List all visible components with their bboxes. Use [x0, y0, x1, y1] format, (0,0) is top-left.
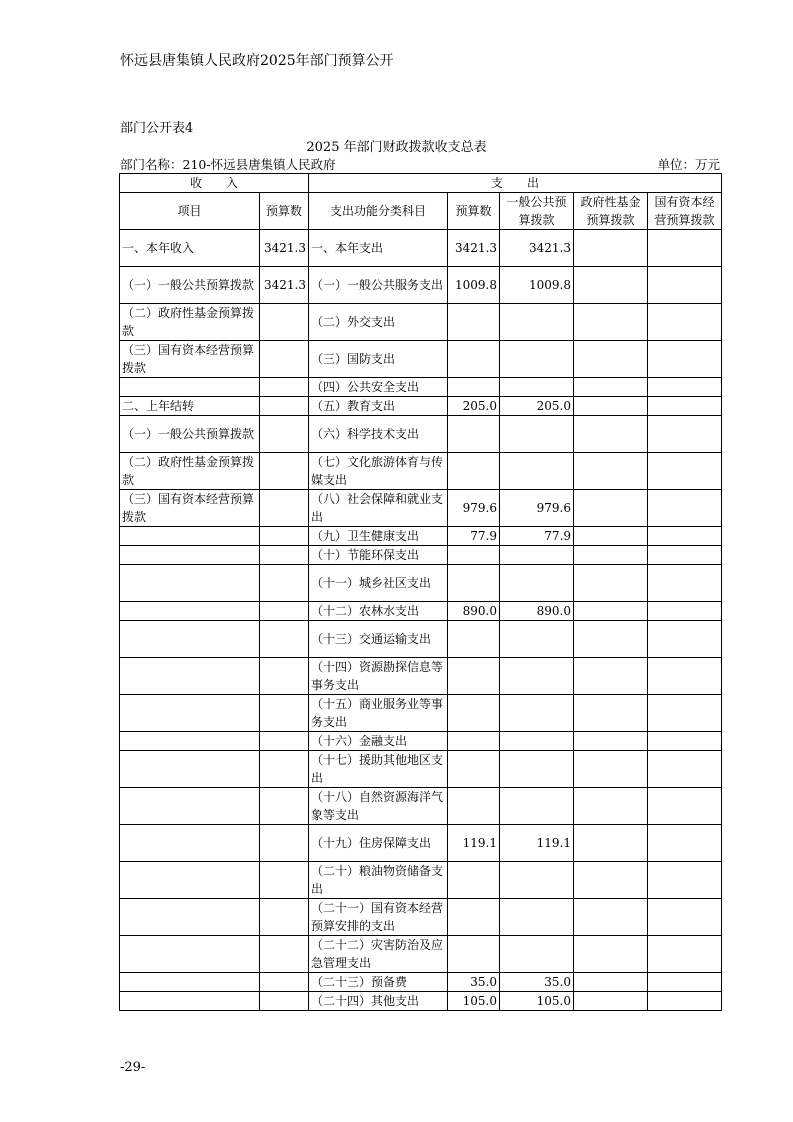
income-item: （二）政府性基金预算拨款 — [120, 453, 260, 490]
fund-budget-value — [574, 862, 648, 899]
fund-budget-value — [574, 546, 648, 565]
state-capital-value — [648, 304, 722, 341]
expense-value — [448, 732, 500, 751]
income-value — [260, 862, 309, 899]
income-item — [120, 602, 260, 621]
general-budget-value: 3421.3 — [500, 230, 574, 267]
general-budget-value: 35.0 — [500, 973, 574, 992]
state-capital-value — [648, 565, 722, 602]
income-value — [260, 658, 309, 695]
table-number: 部门公开表4 — [120, 121, 194, 136]
expense-item: （十七）援助其他地区支出 — [309, 751, 448, 788]
general-budget-value — [500, 751, 574, 788]
expense-value — [448, 453, 500, 490]
table-row — [120, 230, 722, 267]
table-row — [120, 527, 722, 546]
expense-item: （五）教育支出 — [309, 397, 448, 416]
fund-budget-value — [574, 899, 648, 936]
fund-budget-value — [574, 378, 648, 397]
table-row — [120, 973, 722, 992]
state-capital-value — [648, 732, 722, 751]
state-capital-value — [648, 341, 722, 378]
table-row — [120, 936, 722, 973]
expense-value — [448, 695, 500, 732]
fund-budget-value — [574, 602, 648, 621]
income-item: 二、上年结转 — [120, 397, 260, 416]
expense-item: （八）社会保障和就业支出 — [309, 490, 448, 527]
state-capital-value — [648, 973, 722, 992]
expense-value — [448, 341, 500, 378]
general-budget-value: 979.6 — [500, 490, 574, 527]
income-item: （一）一般公共预算拨款 — [120, 416, 260, 453]
expense-item: （十五）商业服务业等事务支出 — [309, 695, 448, 732]
table-row — [120, 341, 722, 378]
fund-budget-value — [574, 527, 648, 546]
income-value — [260, 899, 309, 936]
general-budget-value — [500, 546, 574, 565]
expense-value: 77.9 — [448, 527, 500, 546]
state-capital-value — [648, 788, 722, 825]
expense-value — [448, 751, 500, 788]
income-item — [120, 378, 260, 397]
income-value — [260, 546, 309, 565]
col-income-budget: 预算数 — [260, 193, 309, 230]
expense-value: 105.0 — [448, 992, 500, 1011]
general-budget-value — [500, 899, 574, 936]
page-header: 怀远县唐集镇人民政府2025年部门预算公开 — [120, 53, 394, 69]
income-item — [120, 973, 260, 992]
income-item: （三）国有资本经营预算拨款 — [120, 490, 260, 527]
table-row — [120, 899, 722, 936]
state-capital-value — [648, 695, 722, 732]
fund-budget-value — [574, 992, 648, 1011]
state-capital-value — [648, 602, 722, 621]
state-capital-value — [648, 862, 722, 899]
income-item — [120, 899, 260, 936]
table-row — [120, 992, 722, 1011]
income-value — [260, 397, 309, 416]
expense-item: （一）一般公共服务支出 — [309, 267, 448, 304]
general-budget-value — [500, 416, 574, 453]
income-value — [260, 936, 309, 973]
fund-budget-value — [574, 490, 648, 527]
income-value — [260, 527, 309, 546]
department-name: 部门名称：210-怀远县唐集镇人民政府 — [120, 157, 336, 172]
income-value — [260, 825, 309, 862]
state-capital-value — [648, 453, 722, 490]
table-row — [120, 267, 722, 304]
fund-budget-value — [574, 973, 648, 992]
income-value — [260, 304, 309, 341]
general-budget-value — [500, 565, 574, 602]
expense-value: 205.0 — [448, 397, 500, 416]
income-item — [120, 565, 260, 602]
general-budget-value: 105.0 — [500, 992, 574, 1011]
expense-item: （四）公共安全支出 — [309, 378, 448, 397]
table-row — [120, 378, 722, 397]
fund-budget-value — [574, 695, 648, 732]
general-budget-value — [500, 304, 574, 341]
fund-budget-value — [574, 565, 648, 602]
income-value — [260, 751, 309, 788]
table-row — [120, 788, 722, 825]
income-value — [260, 490, 309, 527]
expense-value — [448, 658, 500, 695]
fund-budget-value — [574, 267, 648, 304]
expense-item: （九）卫生健康支出 — [309, 527, 448, 546]
general-budget-value: 205.0 — [500, 397, 574, 416]
page-number: -29- — [120, 1060, 146, 1075]
general-budget-value — [500, 695, 574, 732]
state-capital-value — [648, 378, 722, 397]
income-value — [260, 602, 309, 621]
income-item — [120, 695, 260, 732]
income-value — [260, 378, 309, 397]
general-budget-value: 77.9 — [500, 527, 574, 546]
col-fund-budget: 政府性基金预算拨款 — [574, 193, 648, 230]
fund-budget-value — [574, 397, 648, 416]
income-value: 3421.3 — [260, 230, 309, 267]
general-budget-value — [500, 732, 574, 751]
expense-value — [448, 899, 500, 936]
state-capital-value — [648, 546, 722, 565]
general-budget-value — [500, 453, 574, 490]
income-value — [260, 341, 309, 378]
fund-budget-value — [574, 416, 648, 453]
income-item — [120, 658, 260, 695]
income-value — [260, 992, 309, 1011]
income-item: （二）政府性基金预算拨款 — [120, 304, 260, 341]
fund-budget-value — [574, 341, 648, 378]
table-row — [120, 490, 722, 527]
state-capital-value — [648, 751, 722, 788]
state-capital-value — [648, 416, 722, 453]
general-budget-value — [500, 378, 574, 397]
budget-table — [119, 173, 722, 1011]
table-row — [120, 565, 722, 602]
expense-value: 890.0 — [448, 602, 500, 621]
income-item: （一）一般公共预算拨款 — [120, 267, 260, 304]
income-item — [120, 788, 260, 825]
expense-value: 3421.3 — [448, 230, 500, 267]
col-expense-budget: 预算数 — [448, 193, 500, 230]
fund-budget-value — [574, 658, 648, 695]
col-item: 项目 — [120, 193, 260, 230]
state-capital-value — [648, 936, 722, 973]
state-capital-value — [648, 397, 722, 416]
income-item — [120, 621, 260, 658]
state-capital-value — [648, 658, 722, 695]
expense-value — [448, 378, 500, 397]
expense-value — [448, 788, 500, 825]
table-row — [120, 732, 722, 751]
general-budget-value — [500, 788, 574, 825]
state-capital-value — [648, 230, 722, 267]
table-row — [120, 695, 722, 732]
expense-item: （七）文化旅游体育与传媒支出 — [309, 453, 448, 490]
table-row — [120, 546, 722, 565]
expense-item: （十一）城乡社区支出 — [309, 565, 448, 602]
fund-budget-value — [574, 936, 648, 973]
expense-item: （二十三）预备费 — [309, 973, 448, 992]
income-item — [120, 751, 260, 788]
income-item — [120, 527, 260, 546]
income-value — [260, 788, 309, 825]
expense-item: （十六）金融支出 — [309, 732, 448, 751]
expense-item: （二十二）灾害防治及应急管理支出 — [309, 936, 448, 973]
expense-item: （二）外交支出 — [309, 304, 448, 341]
income-item — [120, 732, 260, 751]
general-budget-value: 890.0 — [500, 602, 574, 621]
unit-label: 单位：万元 — [657, 157, 720, 172]
general-budget-value: 119.1 — [500, 825, 574, 862]
income-value — [260, 973, 309, 992]
general-budget-value: 1009.8 — [500, 267, 574, 304]
income-item — [120, 825, 260, 862]
general-budget-value — [500, 621, 574, 658]
income-value — [260, 453, 309, 490]
income-item — [120, 936, 260, 973]
expense-value — [448, 416, 500, 453]
state-capital-value — [648, 992, 722, 1011]
expense-value: 119.1 — [448, 825, 500, 862]
table-row — [120, 751, 722, 788]
income-item — [120, 546, 260, 565]
expense-item: （十四）资源勘探信息等事务支出 — [309, 658, 448, 695]
expense-item: （十）节能环保支出 — [309, 546, 448, 565]
income-item — [120, 862, 260, 899]
income-value: 3421.3 — [260, 267, 309, 304]
table-row — [120, 658, 722, 695]
table-row — [120, 453, 722, 490]
table-row — [120, 416, 722, 453]
fund-budget-value — [574, 751, 648, 788]
general-budget-value — [500, 341, 574, 378]
expense-item: （二十）粮油物资储备支出 — [309, 862, 448, 899]
income-item: 一、本年收入 — [120, 230, 260, 267]
col-state-capital-budget: 国有资本经营预算拨款 — [648, 193, 722, 230]
table-row — [120, 825, 722, 862]
fund-budget-value — [574, 732, 648, 751]
state-capital-value — [648, 899, 722, 936]
fund-budget-value — [574, 304, 648, 341]
table-row — [120, 602, 722, 621]
table-row — [120, 862, 722, 899]
expense-item: 一、本年支出 — [309, 230, 448, 267]
expense-value — [448, 621, 500, 658]
expense-item: （十八）自然资源海洋气象等支出 — [309, 788, 448, 825]
expense-item: （十三）交通运输支出 — [309, 621, 448, 658]
income-value — [260, 732, 309, 751]
income-value — [260, 621, 309, 658]
state-capital-value — [648, 267, 722, 304]
general-budget-value — [500, 862, 574, 899]
expense-value — [448, 304, 500, 341]
expense-value: 1009.8 — [448, 267, 500, 304]
table-row — [120, 621, 722, 658]
state-capital-value — [648, 527, 722, 546]
expense-value: 979.6 — [448, 490, 500, 527]
expense-item: （十九）住房保障支出 — [309, 825, 448, 862]
expense-value — [448, 936, 500, 973]
income-value — [260, 695, 309, 732]
expense-value — [448, 546, 500, 565]
expense-item: （三）国防支出 — [309, 341, 448, 378]
fund-budget-value — [574, 788, 648, 825]
fund-budget-value — [574, 230, 648, 267]
state-capital-value — [648, 621, 722, 658]
state-capital-value — [648, 490, 722, 527]
table-title: 2025 年部门财政拨款收支总表 — [306, 140, 487, 155]
income-section-header: 收 入 — [120, 174, 309, 193]
income-item: （三）国有资本经营预算拨款 — [120, 341, 260, 378]
fund-budget-value — [574, 453, 648, 490]
fund-budget-value — [574, 621, 648, 658]
income-value — [260, 565, 309, 602]
expense-section-header: 支 出 — [309, 174, 722, 193]
expense-item: （二十四）其他支出 — [309, 992, 448, 1011]
col-expense-category: 支出功能分类科目 — [309, 193, 448, 230]
table-row — [120, 397, 722, 416]
fund-budget-value — [574, 825, 648, 862]
expense-item: （六）科学技术支出 — [309, 416, 448, 453]
expense-value — [448, 565, 500, 602]
table-row — [120, 304, 722, 341]
expense-item: （二十一）国有资本经营预算安排的支出 — [309, 899, 448, 936]
income-item — [120, 992, 260, 1011]
expense-value — [448, 862, 500, 899]
expense-item: （十二）农林水支出 — [309, 602, 448, 621]
general-budget-value — [500, 658, 574, 695]
expense-value: 35.0 — [448, 973, 500, 992]
col-general-budget: 一般公共预算拨款 — [500, 193, 574, 230]
general-budget-value — [500, 936, 574, 973]
income-value — [260, 416, 309, 453]
state-capital-value — [648, 825, 722, 862]
